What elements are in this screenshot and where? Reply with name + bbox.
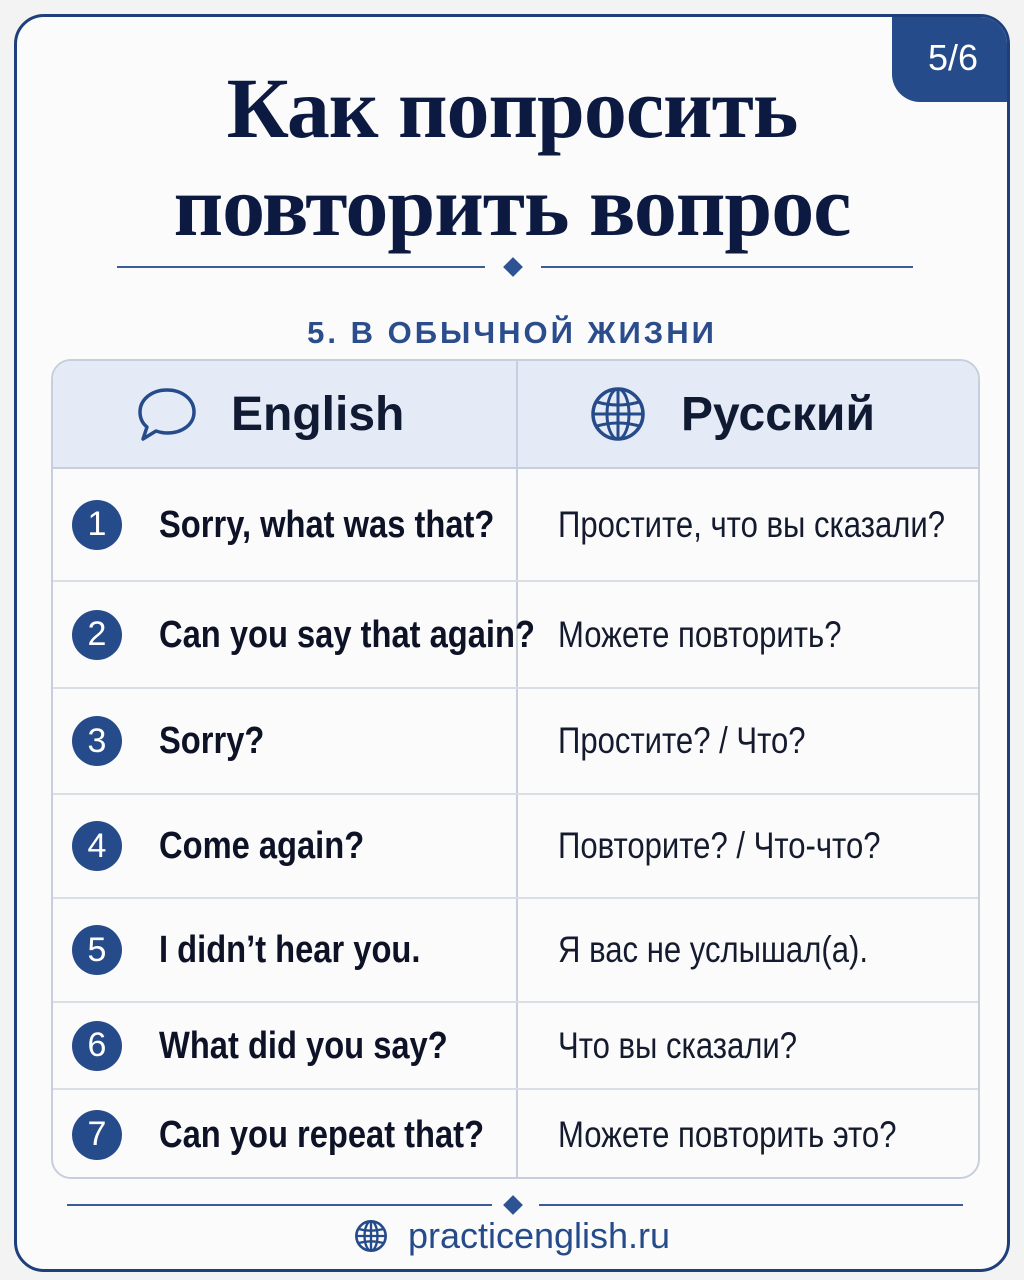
row-number: 3: [72, 716, 122, 766]
bottom-divider-left: [67, 1204, 492, 1206]
top-divider-left: [117, 266, 485, 268]
english-phrase: What did you say?: [159, 1024, 448, 1067]
globe-icon: [354, 1219, 388, 1253]
footer-site-link[interactable]: practicenglish.ru: [407, 1215, 671, 1256]
phrase-table: [51, 359, 980, 1179]
globe-icon: [589, 385, 647, 443]
english-phrase: Sorry?: [159, 720, 265, 762]
english-phrase: Sorry, what was that?: [159, 503, 495, 546]
page-title: [17, 59, 1007, 255]
card: [14, 14, 1010, 1272]
top-divider-diamond: [503, 257, 523, 277]
english-phrase: Can you repeat that?: [159, 1113, 485, 1156]
speech-bubble-icon: [137, 386, 197, 442]
row-number: 2: [72, 610, 122, 660]
row-number: 4: [72, 821, 122, 871]
bottom-divider-diamond: [503, 1195, 523, 1215]
top-divider-right: [541, 266, 913, 268]
table-row: [53, 582, 978, 689]
page-badge: 5/6: [892, 14, 1010, 102]
row-number: 7: [72, 1110, 122, 1160]
title-line-1: Как попросить: [226, 60, 798, 156]
russian-phrase: Я вас не услышал(а).: [558, 929, 868, 970]
table-row: [53, 899, 978, 1003]
russian-phrase: Простите? / Что?: [558, 720, 806, 761]
russian-phrase: Можете повторить?: [558, 613, 842, 655]
russian-phrase: Простите, что вы сказали?: [558, 503, 946, 545]
bottom-divider-right: [539, 1204, 963, 1206]
row-number: 6: [72, 1021, 122, 1071]
row-number: 1: [72, 500, 122, 550]
english-phrase: Can you say that again?: [159, 613, 535, 656]
table-row: [53, 795, 978, 899]
header-english: [137, 361, 404, 467]
header-english-label: English: [231, 387, 405, 441]
header-russian: [589, 361, 875, 467]
footer: [17, 1215, 1007, 1257]
russian-phrase: Повторите? / Что-что?: [558, 825, 881, 866]
table-row: [53, 689, 978, 795]
row-number: 5: [72, 925, 122, 975]
russian-phrase: Что вы сказали?: [558, 1024, 798, 1066]
english-phrase: Come again?: [159, 825, 365, 867]
section-subtitle: 5. В ОБЫЧНОЙ ЖИЗНИ: [307, 315, 717, 350]
title-line-2: повторить вопрос: [173, 158, 851, 254]
table-row: [53, 1090, 978, 1179]
english-phrase: I didn’t hear you.: [159, 929, 421, 971]
table-row: [53, 469, 978, 582]
russian-phrase: Можете повторить это?: [558, 1113, 897, 1155]
table-row: [53, 1003, 978, 1090]
header-russian-label: Русский: [681, 387, 875, 441]
